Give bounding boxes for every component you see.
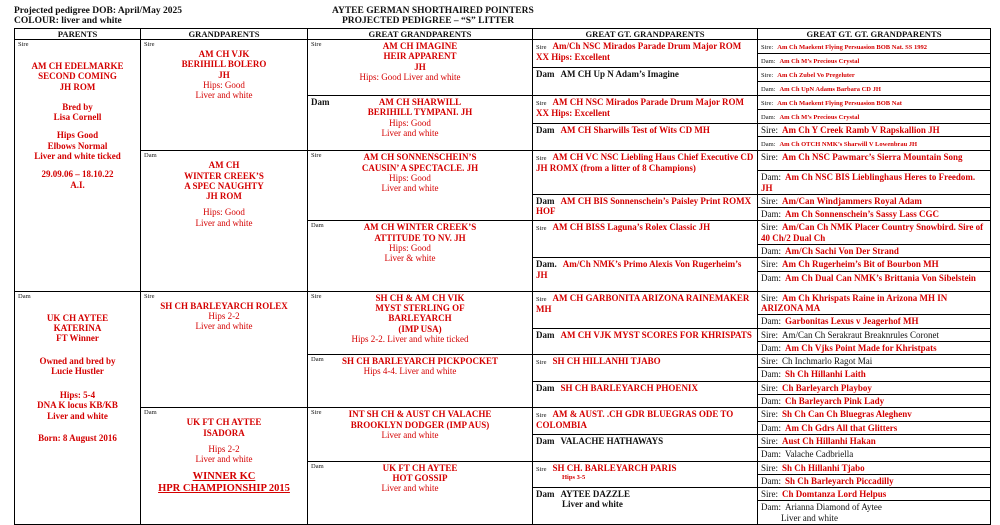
g4-ancestor <box>758 381 991 394</box>
g4-ancestor <box>758 395 991 408</box>
award-line: WINNER KC <box>192 470 256 482</box>
g4-ancestor <box>758 96 991 110</box>
grandparent-name-line: SH CH BARLEYARCH ROLEX <box>160 300 288 311</box>
gggp-name: AM CH GARBONITA ARIZONA RAINEMAKER MH <box>536 292 750 314</box>
parent-label: Dam <box>18 292 31 300</box>
colour: Liver and white ticked <box>34 151 121 162</box>
parent-name-line: UK CH AYTEE <box>46 312 109 323</box>
g4-name: Am Ch Maekent Flying Persuasion BOB Nat <box>777 100 902 107</box>
breeder-label: Owned and bred by <box>39 355 116 366</box>
great-grandparent <box>308 291 533 354</box>
g4-name: Am Ch Maekent Flying Persuasion BOB Nat. SS 1992 <box>777 44 927 51</box>
g4-ancestor <box>758 501 991 525</box>
g4-label: Sire: <box>761 125 778 135</box>
g4-name: Am Ch NSC Pawmarc’s Sierra Mountain Song <box>782 152 963 163</box>
g4-label: Sire: <box>761 329 778 340</box>
g4-ancestor <box>758 258 991 271</box>
g4-ancestor <box>758 124 991 137</box>
hips-score: Hips Good <box>56 130 99 141</box>
gggp-label: Sire <box>536 295 547 303</box>
ggp-name-line: AM CH IMAGINE <box>382 41 458 51</box>
ggp-name-line: ATTITUDE TO NV. JH <box>374 232 466 243</box>
g4-label: Dam: <box>761 58 776 65</box>
g4-name: Arianna Diamond of Aytee <box>785 502 882 513</box>
g4-name: Am Ch NSC BIS Lieblinghaus Heres to Freedom. JH <box>761 172 976 193</box>
g4-name: Am/Ch Sachi Von Der Strand <box>785 246 899 257</box>
g4-name: Am Ch Sonnenschein’s Sassy Lass CGC <box>785 209 939 220</box>
gggp-name: AM CH VC NSC Liebling Haus Chief Executive CD JH ROMX (from a litter of 8 Champions) <box>536 152 754 174</box>
g4-name: Am Ch Rugerheim’s Bit of Bourbon MH <box>782 259 939 270</box>
g4-label: Dam: <box>761 422 781 433</box>
great-gt-grandparent <box>533 221 758 258</box>
gggp-label: Sire <box>536 412 547 420</box>
ggp-info: Liver and white <box>381 127 439 138</box>
grandparent-label: Sire <box>144 41 155 48</box>
g4-ancestor <box>758 434 991 447</box>
g4-name: Ch Inchmarlo Ragot Mai <box>782 356 873 367</box>
g4-ancestor <box>758 408 991 421</box>
breeder-name: Lisa Cornell <box>53 112 102 123</box>
great-gt-grandparent <box>533 488 758 525</box>
g4-ancestor <box>758 341 991 354</box>
g4-label: Sire: <box>761 195 778 206</box>
gggp-name: SH CH. BARLEYARCH PARIS <box>552 462 677 473</box>
parent-dam <box>15 291 141 524</box>
litter-title: PROJECTED PEDIGREE – “S” LITTER <box>342 16 515 26</box>
parent-name-line: JH ROM <box>59 81 96 92</box>
pedigree-colour: COLOUR: liver and white <box>14 16 122 26</box>
g4-name: Sh Ch Barleyarch Piccadilly <box>785 475 894 486</box>
ggp-label: Dam <box>311 356 324 364</box>
g4-name: Am Ch UpN Adams Barbara CD JH <box>779 86 881 93</box>
gggp-name: Am/Ch NMK’s Primo Alexis Von Rugerheim’s JH <box>536 259 742 280</box>
ggp-name-line: HEIR APPARENT <box>383 51 457 62</box>
ggp-info: Liver & white <box>384 253 436 264</box>
ggp-label: Dam <box>311 222 324 230</box>
birth-date: Born: 8 August 2016 <box>38 433 117 444</box>
ggp-name-line: JH <box>414 61 426 72</box>
gggp-name: SH CH BARLEYARCH PHOENIX <box>560 382 698 393</box>
ggp-info: Hips: Good <box>389 172 431 183</box>
grandparent-name-line: A SPEC NAUGHTY <box>184 180 264 191</box>
g4-ancestor <box>758 137 991 151</box>
ggp-label: Sire <box>311 292 322 300</box>
ggp-label: Sire <box>311 41 322 48</box>
hips-score: Hips: Good <box>203 207 245 218</box>
grandparent-name-line: AM CH VJK <box>198 49 250 59</box>
g4-name: Am/Can Windjammers Royal Adam <box>782 195 922 206</box>
gggp-label: Sire <box>536 359 547 367</box>
colour: Liver and white <box>195 90 253 101</box>
great-gt-grandparent <box>533 461 758 488</box>
ggp-name-line: CAUSIN’ A SPECTACLE. JH <box>361 162 479 173</box>
g4-label: Dam: <box>761 342 781 353</box>
gggp-label: Dam <box>536 69 555 79</box>
great-gt-grandparent <box>533 434 758 461</box>
g4-name: Aust Ch Hillanhi Hakan <box>782 435 876 446</box>
g4-ancestor <box>758 488 991 501</box>
g4-ancestor <box>758 68 991 82</box>
grandparent-ss <box>141 40 308 151</box>
great-gt-grandparent <box>533 258 758 291</box>
great-gt-grandparent <box>533 408 758 435</box>
pedigree-dob: Projected pedigree DOB: April/May 2025 <box>14 6 182 16</box>
g4-label: Sire: <box>761 44 774 51</box>
grandparent-name-line: BERIHILL BOLERO <box>181 59 267 70</box>
g4-label: Sire: <box>761 100 774 107</box>
great-gt-grandparent <box>533 291 758 328</box>
parent-title: FT Winner <box>56 333 99 344</box>
ggp-name-line: MYST STERLING OF <box>375 302 465 313</box>
g4-label: Dam: <box>761 86 776 93</box>
g4-name: Am Ch Vjks Point Made for Khristpats <box>785 342 937 353</box>
great-gt-grandparent <box>533 124 758 151</box>
g4-subtext: Liver and white <box>781 512 838 523</box>
ggp-label: Sire <box>311 152 322 160</box>
g4-ancestor <box>758 245 991 258</box>
gggp-subtext: Liver and white <box>562 499 623 510</box>
colour: Liver and white <box>47 410 108 421</box>
gggp-label: Sire <box>536 155 547 163</box>
great-grandparent <box>308 355 533 408</box>
parent-name-line: SECOND COMING <box>38 71 117 82</box>
gggp-subtext: Hips 3-5 <box>562 473 586 481</box>
g4-ancestor <box>758 208 991 221</box>
g4-name: Am Ch Y Creek Ramb V Rapskallion JH <box>782 125 940 135</box>
ggp-name-line: HOT GOSSIP <box>392 472 448 483</box>
grandparent-dd <box>141 408 308 525</box>
g4-label: Dam: <box>761 272 781 283</box>
col-great-gt-gt-grandparents: GREAT GT. GT. GRANDPARENTS <box>758 29 991 40</box>
great-grandparent <box>308 40 533 96</box>
g4-name: Garbonitas Lexus v Jeagerhof MH <box>785 316 919 327</box>
ggp-label: Sire <box>311 409 322 417</box>
parent-label: Sire <box>18 41 29 48</box>
gggp-label: Dam <box>536 382 555 393</box>
ggp-name-line: UK FT CH AYTEE <box>382 462 458 473</box>
grandparent-name-line: UK FT CH AYTEE <box>186 417 262 428</box>
grandparent-sd <box>141 151 308 291</box>
gggp-name: AM CH Sharwills Test of Wits CD MH <box>560 125 710 135</box>
g4-label: Dam: <box>761 141 776 149</box>
gggp-name: AM CH NSC Mirados Parade Drum Major ROM XX Hips: Excellent <box>536 97 745 118</box>
g4-ancestor <box>758 271 991 291</box>
ggp-info: Hips: Good <box>389 117 431 128</box>
g4-name: Am Ch Khrispats Raine in Arizona MH IN ARIZONA MA <box>761 292 948 313</box>
g4-label: Sire: <box>761 409 778 420</box>
g4-name: Sh Ch Can Ch Bluegras Aleghenv <box>782 409 912 420</box>
ggp-label: Dam <box>311 97 330 107</box>
g4-ancestor <box>758 54 991 68</box>
g4-label: Sire: <box>761 489 778 500</box>
great-gt-grandparent <box>533 96 758 124</box>
g4-label: Dam: <box>761 502 781 513</box>
g4-label: Sire: <box>761 292 778 303</box>
gggp-name: AYTEE DAZZLE <box>560 489 630 500</box>
great-gt-grandparent <box>533 381 758 408</box>
gggp-label: Sire <box>536 100 547 107</box>
g4-ancestor <box>758 315 991 328</box>
g4-ancestor <box>758 461 991 474</box>
pedigree-table <box>14 28 991 525</box>
g4-label: Dam: <box>761 396 781 407</box>
gggp-name: AM CH Up N Adam’s Imagine <box>560 69 679 79</box>
grandparent-label: Dam <box>144 152 157 160</box>
g4-name: Am/Can Ch Serakraut Breaknrules Coronet <box>782 329 939 340</box>
g4-label: Sire: <box>761 222 778 233</box>
g4-ancestor <box>758 474 991 487</box>
parent-name-line: AM CH EDELMARKE <box>31 61 124 71</box>
gggp-name: AM CH BISS Laguna’s Rolex Classic JH <box>552 222 711 233</box>
g4-ancestor <box>758 448 991 461</box>
ggp-name-line: BROOKLYN DODGER (IMP AUS) <box>350 419 490 430</box>
great-gt-grandparent <box>533 328 758 355</box>
grandparent-name-line: JH <box>218 69 230 80</box>
pedigree-row <box>15 291 991 315</box>
grandparent-name-line: WINTER CREEK’S <box>184 170 264 181</box>
great-gt-grandparent <box>533 194 758 221</box>
gggp-label: Dam <box>536 489 555 500</box>
gggp-name: AM CH BIS Sonnenschein’s Paisley Print ROMX HOF <box>536 195 752 217</box>
grandparent-ds <box>141 291 308 408</box>
ggp-info: Hips: Good Liver and white <box>359 71 461 82</box>
ggp-name-line: INT SH CH & AUST CH VALACHE <box>348 409 492 420</box>
column-header-row <box>15 29 991 40</box>
ggp-name-line: AM CH WINTER CREEK’S <box>363 222 477 233</box>
gggp-label: Sire <box>536 44 547 51</box>
pedigree-row <box>15 151 991 171</box>
g4-name: Sh Ch Hillanhi Laith <box>785 369 866 380</box>
great-grandparent <box>308 96 533 151</box>
elbows-score: Elbows Normal <box>47 140 108 151</box>
ai-note: A.I. <box>70 179 85 190</box>
grandparent-label: Sire <box>144 292 155 300</box>
kennel-title: AYTEE GERMAN SHORTHAIRED POINTERS <box>332 6 534 16</box>
breeder-label: Bred by <box>62 101 93 112</box>
g4-label: Dam: <box>761 172 781 183</box>
col-great-grandparents: GREAT GRANDPARENTS <box>308 29 533 40</box>
g4-label: Dam: <box>761 114 776 121</box>
g4-name: Ch Domtanza Lord Helpus <box>782 489 887 500</box>
g4-label: Dam: <box>761 475 781 486</box>
g4-name: Ch Barleyarch Playboy <box>782 382 872 393</box>
g4-ancestor <box>758 171 991 195</box>
g4-name: Am Ch Zubel Vo Pregeluter <box>777 72 855 79</box>
ggp-info: Hips: Good <box>389 243 431 254</box>
hips-score: Hips: Good <box>203 79 245 90</box>
g4-label: Sire: <box>761 382 778 393</box>
gggp-name: Am/Ch NSC Mirados Parade Drum Major ROM XX Hips: Excellent <box>536 41 742 62</box>
parent-sire <box>15 40 141 292</box>
dna-result: DNA K locus KB/KB <box>37 400 118 411</box>
gggp-label: Dam. <box>536 259 557 270</box>
g4-label: Sire: <box>761 152 778 163</box>
ggp-name-line: (IMP USA) <box>398 323 442 334</box>
ggp-label: Dam <box>311 462 324 470</box>
g4-ancestor <box>758 421 991 434</box>
col-parents: PARENTS <box>15 29 141 40</box>
great-grandparent <box>308 221 533 291</box>
g4-ancestor <box>758 221 991 245</box>
ggp-name-line: SH CH BARLEYARCH PICKPOCKET <box>342 356 498 367</box>
g4-label: Sire: <box>761 356 778 367</box>
great-gt-grandparent <box>533 40 758 68</box>
gggp-name: VALACHE HATHAWAYS <box>560 435 664 446</box>
g4-ancestor <box>758 194 991 207</box>
g4-name: Am/Can Ch NMK Placer Country Snowbird. Sire of 40 Ch/2 Dual Ch <box>761 222 984 243</box>
pedigree-row <box>15 40 991 54</box>
g4-label: Sire: <box>761 435 778 446</box>
great-grandparent <box>308 151 533 221</box>
g4-name: Ch Barleyarch Pink Lady <box>785 396 885 407</box>
gggp-label: Dam <box>536 125 555 135</box>
ggp-name-line: BERIHILL TYMPANI. JH <box>367 107 473 118</box>
ggp-name-line: SH CH & AM CH VIK <box>375 292 465 303</box>
ggp-info: Hips 2-2. Liver and white ticked <box>351 333 469 344</box>
g4-label: Sire: <box>761 259 778 270</box>
g4-ancestor <box>758 110 991 124</box>
colour: Liver and white <box>195 321 253 332</box>
colour: Liver and white <box>195 217 253 228</box>
col-grandparents: GRANDPARENTS <box>141 29 308 40</box>
g4-label: Dam: <box>761 316 781 327</box>
gggp-name: SH CH HILLANHI TJABO <box>552 356 661 367</box>
g4-ancestor <box>758 328 991 341</box>
dates: 29.09.06 – 18.10.22 <box>41 169 114 180</box>
award-line: HPR CHAMPIONSHIP 2015 <box>158 482 290 494</box>
g4-name: Am Ch OTCH NMK’s Sharwill V Lowenbrau JH <box>779 141 918 149</box>
g4-name: Valache Cadbriella <box>785 449 854 460</box>
gggp-label: Dam <box>536 435 555 446</box>
ggp-info: Liver and white <box>381 429 439 440</box>
breeder-name: Lucie Hustler <box>51 365 104 376</box>
g4-ancestor <box>758 82 991 96</box>
gggp-label: Sire <box>536 225 547 233</box>
g4-label: Dam: <box>761 369 781 380</box>
g4-label: Dam: <box>761 246 781 257</box>
ggp-name-line: AM CH SHARWILL <box>378 97 462 107</box>
g4-ancestor <box>758 291 991 315</box>
parent-name-line: KATERINA <box>53 322 102 333</box>
gggp-name: AM & AUST. .CH GDR BLUEGRAS ODE TO COLOMBIA <box>536 409 734 431</box>
colour: Liver and white <box>195 454 253 465</box>
g4-label: Dam: <box>761 449 781 460</box>
g4-ancestor <box>758 355 991 368</box>
g4-name: Am Ch Gdrs All that Glitters <box>785 422 898 433</box>
gggp-name: AM CH VJK MYST SCORES FOR KHRISPATS <box>560 329 752 340</box>
great-gt-grandparent <box>533 355 758 382</box>
grandparent-name-line: AM CH <box>208 160 240 171</box>
g4-label: Dam: <box>761 209 781 220</box>
ggp-info: Hips 4-4. Liver and white <box>363 366 457 377</box>
gggp-label: Sire <box>536 465 547 473</box>
hips-score: Hips 2-2 <box>208 443 240 454</box>
g4-ancestor <box>758 151 991 171</box>
g4-ancestor <box>758 40 991 54</box>
ggp-name-line: BARLEYARCH <box>388 313 452 324</box>
grandparent-name-line: JH ROM <box>206 191 242 202</box>
gggp-label: Dam <box>536 195 555 206</box>
pedigree-row <box>15 408 991 421</box>
great-grandparent <box>308 408 533 461</box>
col-great-gt-grandparents: GREAT GT. GRANDPARENTS <box>533 29 758 40</box>
great-gt-grandparent <box>533 151 758 195</box>
g4-name: Am Ch Dual Can NMK’s Brittania Von Sibelstein <box>785 272 976 283</box>
hips-score: Hips 2-2 <box>208 310 240 321</box>
g4-name: Am Ch M’s Precious Crystal <box>779 58 860 65</box>
hips-score: Hips: 5-4 <box>59 390 96 401</box>
ggp-info: Liver and white <box>381 483 439 494</box>
g4-label: Sire: <box>761 72 774 79</box>
g4-ancestor <box>758 368 991 381</box>
g4-name: Sh Ch Hillanhi Tjabo <box>782 462 865 473</box>
g4-label: Sire: <box>761 462 778 473</box>
great-gt-grandparent <box>533 68 758 96</box>
ggp-name-line: AM CH SONNENSCHEIN’S <box>363 152 477 163</box>
grandparent-name-line: ISADORA <box>203 427 245 438</box>
grandparent-label: Dam <box>144 409 157 417</box>
ggp-info: Liver and white <box>381 183 439 194</box>
gggp-label: Dam <box>536 329 555 340</box>
great-grandparent <box>308 461 533 524</box>
g4-name: Am Ch M’s Precious Crystal <box>779 114 860 121</box>
